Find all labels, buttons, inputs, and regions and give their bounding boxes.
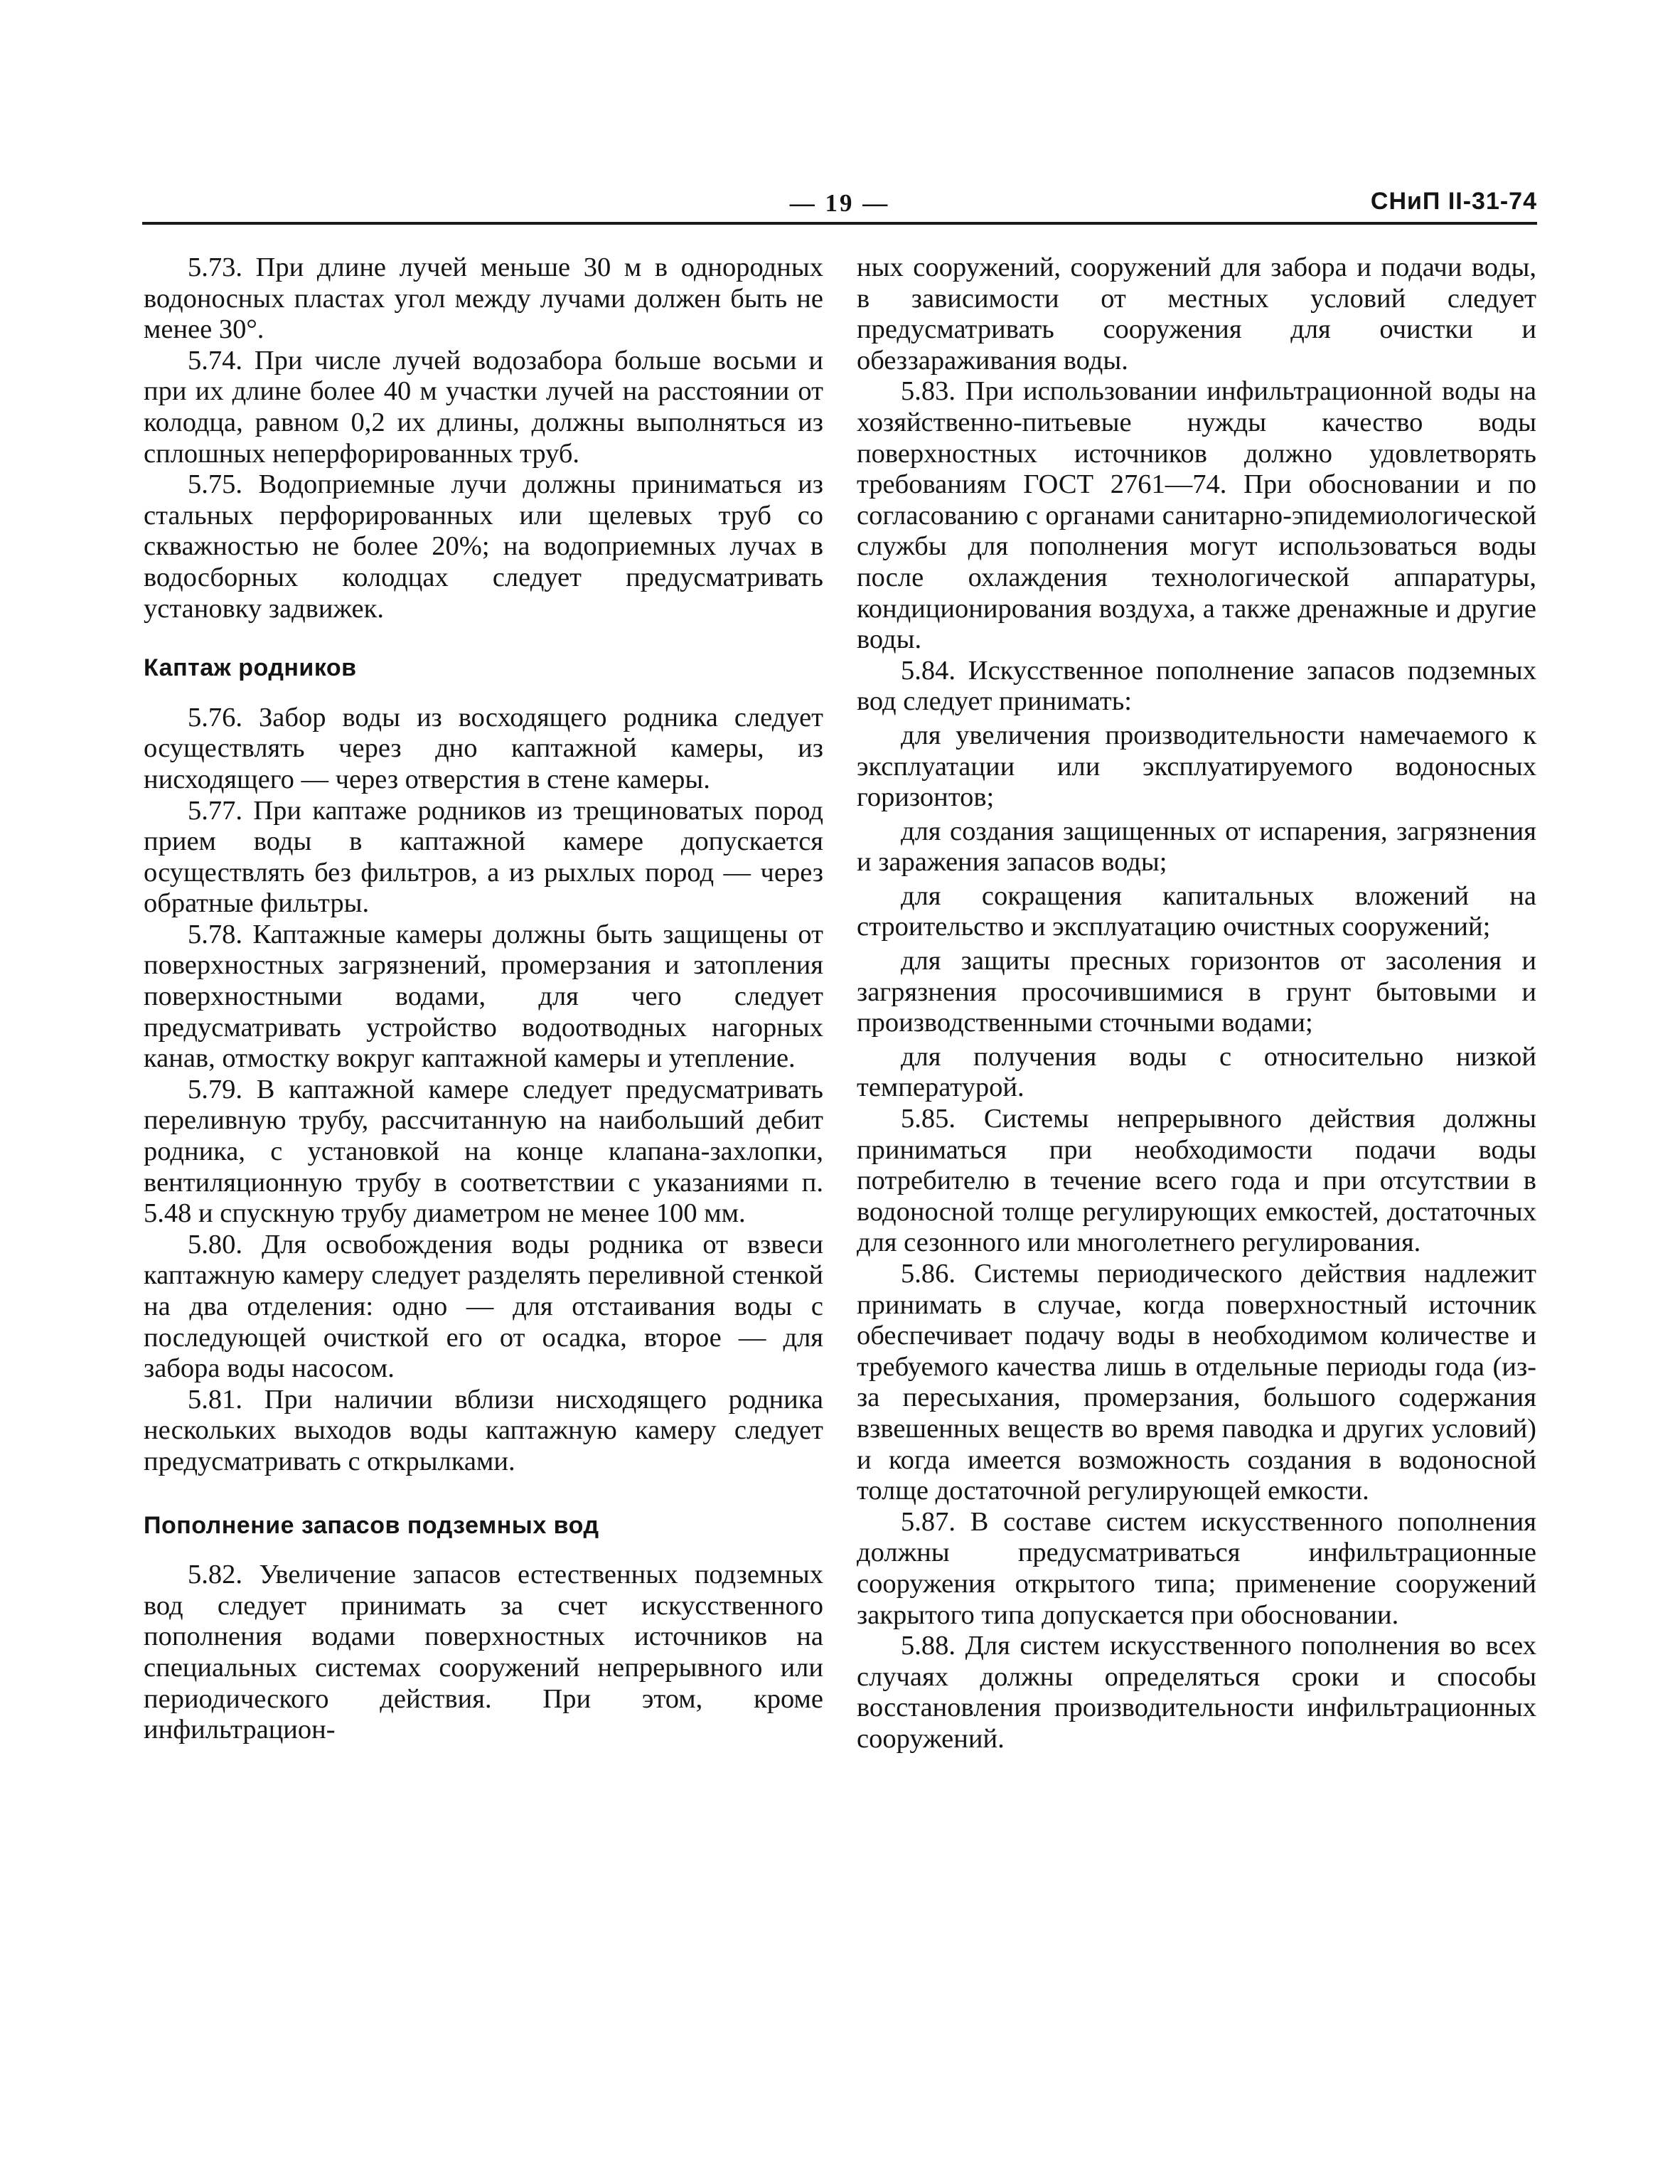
clause-5-75: 5.75. Водоприемные лучи должны приниматься из стальных перфорированных или щелевых труб со скважностью не более 20%; на водоприемных лучах в водосборных колодцах следует предусматривать установку задвижек.: [144, 469, 823, 624]
section-heading-kaptazh: Каптаж родников: [144, 654, 357, 682]
clause-5-76: 5.76. Забор воды из восходящего родника следует осуществлять через дно каптажной камеры, из нисходящего — через отверстия в стене камеры.: [144, 702, 823, 794]
clause-5-87: 5.87. В составе систем искусственного пополнения должны предусматриваться инфильтрационные сооружения открытого типа; применение сооружений закрытого типа допускается при обосновании.: [857, 1506, 1536, 1630]
page-number: — 19 —: [789, 189, 890, 217]
clause-5-73: 5.73. При длине лучей меньше 30 м в однородных водоносных пластах угол между лучами должен быть не менее 30°.: [144, 252, 823, 345]
clause-5-84-item: для создания защищенных от испарения, загрязнения и заражения запасов воды;: [857, 816, 1536, 878]
clause-5-84-item: для получения воды с относительно низкой температурой.: [857, 1041, 1536, 1103]
clause-5-79: 5.79. В каптажной камере следует предусматривать переливную трубу, рассчитанную на наибольший дебит родника, с установкой на конце клапана-захлопки, вентиляционную трубу в соответствии с указаниями п. 5.48 и спускную трубу диаметром не менее 100 мм.: [144, 1074, 823, 1229]
header-divider: [142, 222, 1537, 225]
clause-5-86: 5.86. Системы периодического действия надлежит принимать в случае, когда поверхностный источник обеспечивает подачу воды в необходимом количестве и требуемого качества лишь в отдельные периоды года (из-за пересыхания, промерзания, большого содержания взвешенных веществ во время паводка и других условий) и когда имеется возможность создания в водоносной толще достаточной регулирующей емкости.: [857, 1259, 1536, 1506]
clause-5-84-item: для защиты пресных горизонтов от засоления и загрязнения просочившимися в грунт бытовыми и производственными сточными водами;: [857, 946, 1536, 1038]
clause-5-84-item: для увеличения производительности намечаемого к эксплуатации или эксплуатируемого водоносных горизонтов;: [857, 720, 1536, 813]
clause-5-80: 5.80. Для освобождения воды родника от взвеси каптажную камеру следует разделять переливной стенкой на два отделения: одно — для отстаивания воды с последующей очисткой его от осадка, второе — для забора воды насосом.: [144, 1229, 823, 1384]
left-column: [144, 252, 823, 1746]
clause-5-84-item: для сокращения капитальных вложений на строительство и эксплуатацию очистных сооружений;: [857, 880, 1536, 942]
document-code: СНиП II-31-74: [1370, 188, 1537, 215]
clause-5-78: 5.78. Каптажные камеры должны быть защищены от поверхностных загрязнений, промерзания и затопления поверхностными водами, для чего следует предусматривать устройство водоотводных нагорных канав, отмостку вокруг каптажной камеры и утепление.: [144, 919, 823, 1074]
clause-5-88: 5.88. Для систем искусственного пополнения во всех случаях должны определяться сроки и способы восстановления производительности инфильтрационных сооружений.: [857, 1631, 1536, 1754]
clause-5-84: 5.84. Искусственное пополнение запасов подземных вод следует принимать:: [857, 655, 1536, 717]
page-header: [142, 183, 1537, 226]
clause-5-77: 5.77. При каптаже родников из трещиноватых пород прием воды в каптажной камере допускается осуществлять без фильтров, а из рыхлых пород — через обратные фильтры.: [144, 795, 823, 919]
clause-5-82: 5.82. Увеличение запасов естественных подземных вод следует принимать за счет искусственного пополнения водами поверхностных источников на специальных системах сооружений непрерывного или периодического действия. При этом, кроме инфильтрацион-: [144, 1560, 823, 1745]
right-column: [857, 252, 1536, 1755]
clause-5-81: 5.81. При наличии вблизи нисходящего родника нескольких выходов воды каптажную камеру следует предусматривать с открылками.: [144, 1384, 823, 1476]
clause-5-74: 5.74. При числе лучей водозабора больше восьми и при их длине более 40 м участки лучей на расстоянии от колодца, равном 0,2 их длины, должны выполняться из сплошных неперфорированных труб.: [144, 345, 823, 469]
section-heading-popolnenie: Пополнение запасов подземных вод: [144, 1511, 599, 1539]
clause-5-82-continued: ных сооружений, сооружений для забора и подачи воды, в зависимости от местных условий следует предусматривать сооружения для очистки и обеззараживания воды.: [857, 252, 1536, 375]
clause-5-85: 5.85. Системы непрерывного действия должны приниматься при необходимости подачи воды потребителю в течение всего года и при отсутствии в водоносной толще регулирующих емкостей, достаточных для сезонного или многолетнего регулирования.: [857, 1104, 1536, 1258]
clause-5-83: 5.83. При использовании инфильтрационной воды на хозяйственно-питьевые нужды качество воды поверхностных источников должно удовлетворять требованиям ГОСТ 2761—74. При обосновании и по согласованию с органами санитарно-эпидемиологической службы для пополнения могут использоваться воды после охлаждения технологической аппаратуры, кондиционирования воздуха, а также дренажные и другие воды.: [857, 376, 1536, 655]
